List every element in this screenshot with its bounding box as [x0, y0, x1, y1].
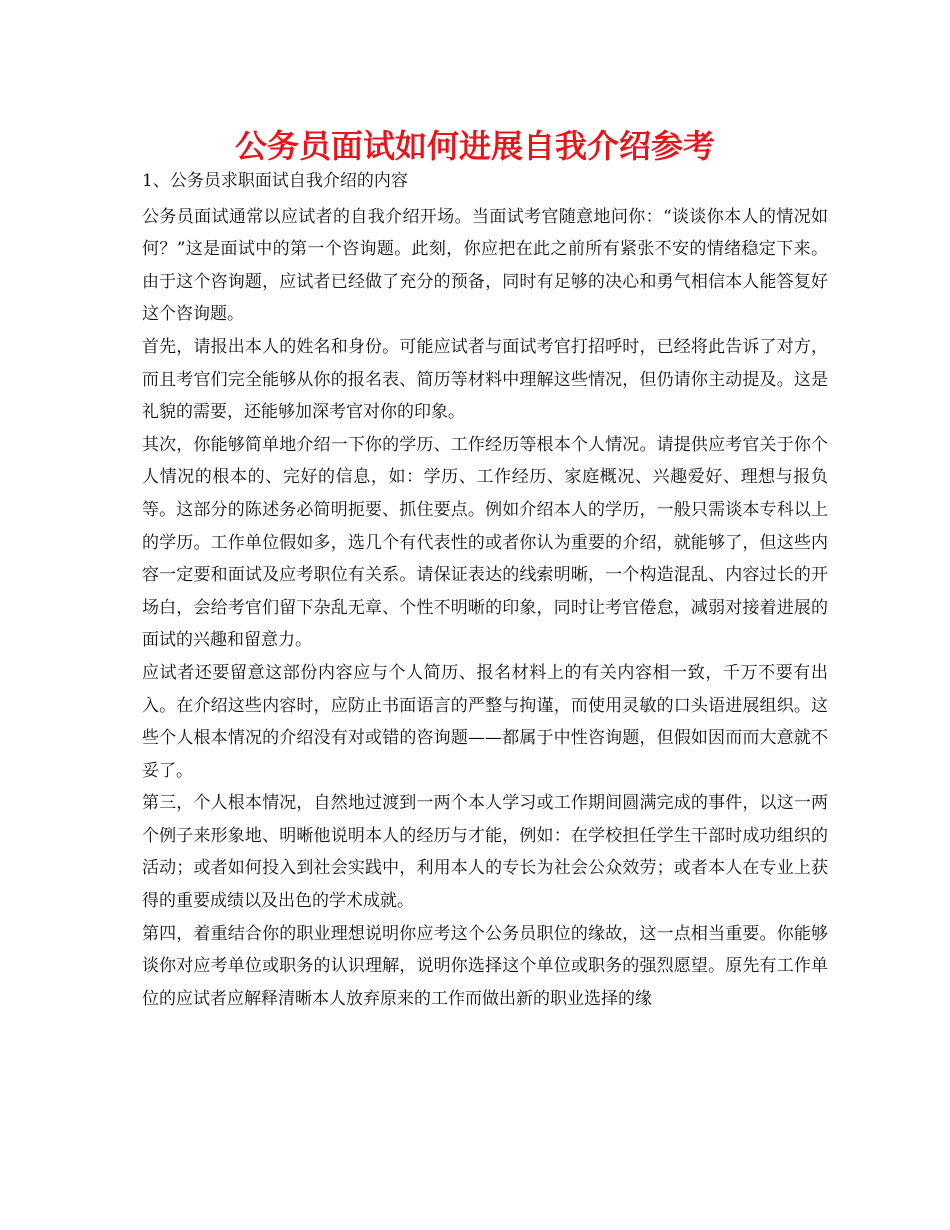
paragraph-intro: 公务员面试通常以应试者的自我介绍开场。当面试考官随意地问你：“谈谈你本人的情况如何？”这是面试中的第一个咨询题。此刻，你应把在此之前所有紧张不安的情绪稳定下来。由于这个咨询题，应试者已经做了充分的预备，同时有足够的决心和勇气相信本人能答复好这个咨询题。 [142, 206, 828, 325]
paragraph-second: 其次，你能够简单地介绍一下你的学历、工作经历等根本个人情况。请提供应考官关于你个人情况的根本的、完好的信息，如：学历、工作经历、家庭概况、兴趣爱好、理想与报负等。这部分的陈述务必简明扼要、抓住要点。例如介绍本人的学历，一般只需谈本专科以上的学历。工作单位假如多，选几个有代表性的或者你认为重要的介绍，就能够了，但这些内容一定要和面试及应考职位有关系。请保证表达的线索明晰，一个构造混乱、内容过长的开场白，会给考官们留下杂乱无章、个性不明晰的印象，同时让考官倦怠，减弱对接着进展的面试的兴趣和留意力。 [142, 434, 828, 651]
document-body [142, 165, 828, 1015]
paragraph-fourth: 第四，着重结合你的职业理想说明你应考这个公务员职位的缘故，这一点相当重要。你能够谈你对应考单位或职务的认识理解，说明你选择这个单位或职务的强烈愿望。原先有工作单位的应试者应解释清晰本人放弃原来的工作而做出新的职业选择的缘 [142, 923, 828, 1009]
paragraph-third: 第三，个人根本情况，自然地过渡到一两个本人学习或工作期间圆满完成的事件，以这一两个例子来形象地、明晰他说明本人的经历与才能，例如：在学校担任学生干部时成功组织的活动；或者如何投入到社会实践中，利用本人的专长为社会公众效劳；或者本人在专业上获得的重要成绩以及出色的学术成就。 [142, 793, 828, 912]
document-title: 公务员面试如何进展自我介绍参考 [234, 127, 715, 165]
section-heading: 1、公务员求职面试自我介绍的内容 [142, 171, 408, 191]
paragraph-first: 首先，请报出本人的姓名和身份。可能应试者与面试考官打招呼时，已经将此告诉了对方，而且考官们完全能够从你的报名表、简历等材料中理解这些情况，但仍请你主动提及。这是礼貌的需要，还能够加深考官对你的印象。 [142, 336, 828, 423]
paragraph-consistency: 应试者还要留意这部份内容应与个人简历、报名材料上的有关内容相一致，千万不要有出入。在介绍这些内容时，应防止书面语言的严整与拘谨，而使用灵敏的口头语进展组织。这些个人根本情况的介绍没有对或错的咨询题——都属于中性咨询题，但假如因而而大意就不妥了。 [142, 662, 828, 781]
